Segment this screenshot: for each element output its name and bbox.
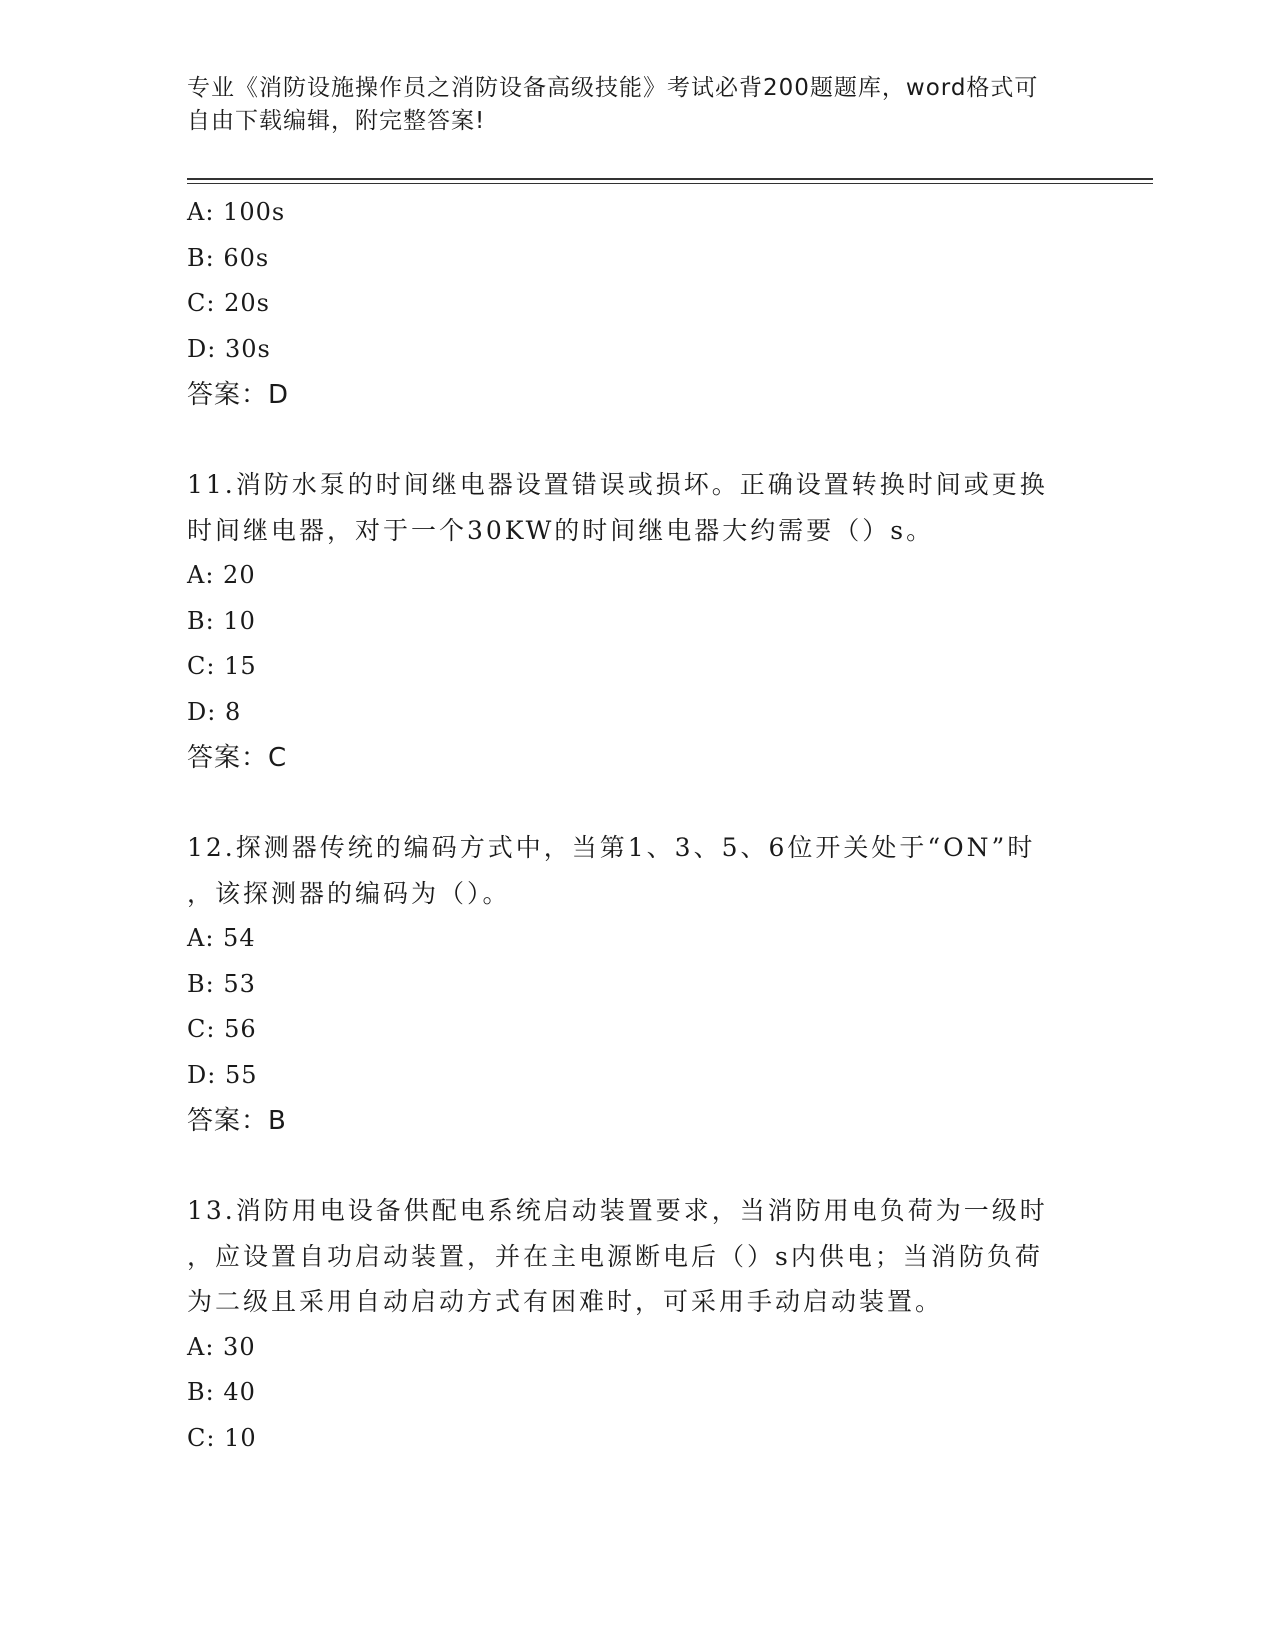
question-block-partial (187, 190, 1087, 418)
question-line: 时间继电器，对于一个30KW的时间继电器大约需要（）s。 (187, 515, 935, 545)
question-line: 13.消防用电设备供配电系统启动装置要求，当消防用电负荷为一级时 (187, 1196, 1048, 1225)
option-c: C: 56 (187, 1015, 257, 1043)
question-block-13 (187, 1188, 1087, 1461)
question-text (187, 462, 1087, 553)
option-a: A: 20 (187, 561, 256, 589)
question-line: ，该探测器的编码为（）。 (187, 878, 511, 908)
question-line: 12.探测器传统的编码方式中，当第1、3、5、6位开关处于“ON”时 (187, 833, 1036, 862)
option-a: A: 100s (187, 198, 286, 226)
option-b: B: 60s (187, 243, 270, 272)
option-d: D: 55 (187, 1060, 258, 1089)
question-line: 11.消防水泵的时间继电器设置错误或损坏。正确设置转换时间或更换 (187, 470, 1048, 499)
header-divider-thin (187, 183, 1153, 184)
answer-line: 答案：D (187, 380, 290, 410)
question-line: ，应设置自功启动装置，并在主电源断电后（）s内供电；当消防负荷 (187, 1241, 1043, 1271)
option-c: C: 20s (187, 289, 270, 317)
option-c: C: 10 (187, 1423, 257, 1452)
header-divider (187, 178, 1153, 182)
question-block-12 (187, 825, 1087, 1144)
option-b: B: 10 (187, 606, 256, 635)
option-a: A: 30 (187, 1332, 256, 1361)
answer-line: 答案：C (187, 743, 288, 773)
question-text (187, 1188, 1087, 1325)
option-b: B: 53 (187, 969, 256, 998)
header-title-line-2: 自由下载编辑，附完整答案! (187, 108, 486, 134)
question-block-11 (187, 462, 1087, 781)
option-b: B: 40 (187, 1378, 256, 1406)
option-d: D: 30s (187, 334, 271, 363)
option-a: A: 54 (187, 924, 256, 952)
question-line: 为二级且采用自动启动方式有困难时，可采用手动启动装置。 (187, 1287, 944, 1316)
document-header (187, 72, 1087, 138)
answer-line: 答案：B (187, 1106, 287, 1136)
option-d: D: 8 (187, 697, 242, 726)
header-title-line-1: 专业《消防设施操作员之消防设备高级技能》考试必背200题题库，word格式可 (187, 75, 1039, 101)
option-c: C: 15 (187, 652, 257, 680)
question-list (187, 190, 1087, 1461)
question-text (187, 825, 1087, 916)
